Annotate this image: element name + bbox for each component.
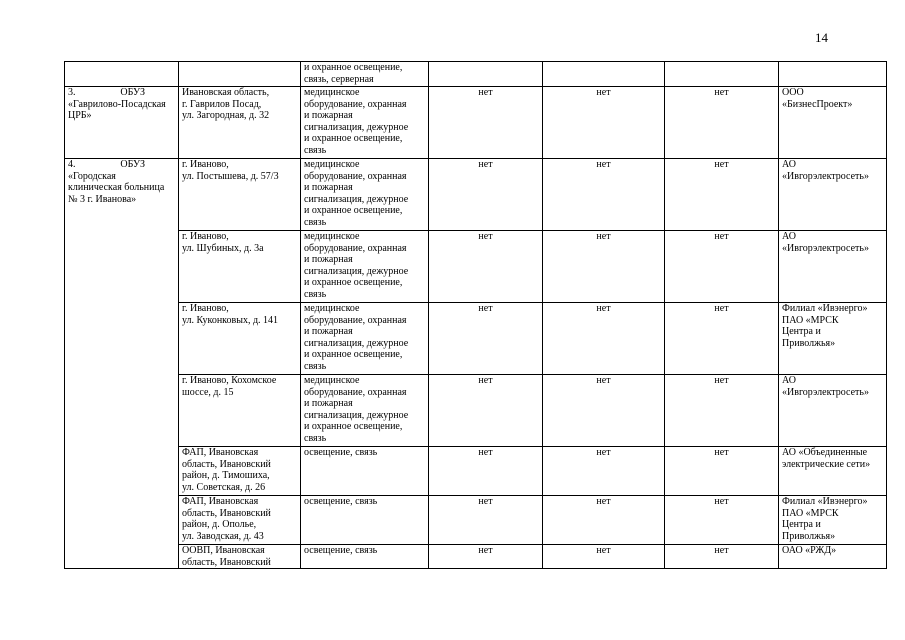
table-row: [65, 545, 887, 569]
status-cell: нет: [429, 303, 543, 375]
equipment-cell: медицинское оборудование, охранная и пожарная сигнализация, дежурное и охранное освещение, связь: [301, 303, 429, 375]
supplier-cell: АО «Ивгорэлектросеть»: [779, 159, 887, 231]
page-number: 14: [815, 30, 828, 45]
equipment-cell: освещение, связь: [301, 496, 429, 545]
organization-cell: [65, 87, 179, 159]
equipment-cell: медицинское оборудование, охранная и пожарная сигнализация, дежурное и охранное освещение, связь: [301, 231, 429, 303]
supplier-cell: АО «Ивгорэлектросеть»: [779, 375, 887, 447]
supplier-cell: Филиал «Ивэнерго» ПАО «МРСК Центра и Приволжья»: [779, 496, 887, 545]
supplier-cell: ОАО «РЖД»: [779, 545, 887, 569]
table-row: [65, 303, 887, 375]
status-cell: нет: [543, 159, 665, 231]
status-cell: нет: [665, 375, 779, 447]
address-cell: г. Иваново, ул. Постышева, д. 57/3: [179, 159, 301, 231]
status-cell: нет: [543, 447, 665, 496]
equipment-cell: освещение, связь: [301, 545, 429, 569]
status-cell: нет: [429, 545, 543, 569]
status-cell: нет: [543, 375, 665, 447]
address-cell: ООВП, Ивановская область, Ивановский: [179, 545, 301, 569]
equipment-cell: освещение, связь: [301, 447, 429, 496]
status-cell: нет: [429, 87, 543, 159]
status-cell: нет: [429, 231, 543, 303]
status-cell: нет: [665, 159, 779, 231]
status-cell: нет: [665, 87, 779, 159]
organization-type: ОБУЗ: [120, 87, 145, 98]
table-row: [65, 447, 887, 496]
table-row: [65, 496, 887, 545]
table-row: [65, 87, 887, 159]
status-cell: нет: [543, 303, 665, 375]
table-row: [65, 159, 887, 231]
table-row: [65, 62, 887, 87]
address-cell: ФАП, Ивановская область, Ивановский район, д. Тимошиха, ул. Советская, д. 26: [179, 447, 301, 496]
status-cell: [429, 62, 543, 87]
status-cell: нет: [665, 231, 779, 303]
status-cell: нет: [665, 303, 779, 375]
organization-name: «Гаврилово-Посадская ЦРБ»: [68, 98, 166, 122]
equipment-cell: и охранное освещение, связь, серверная: [301, 62, 429, 87]
address-cell: ФАП, Ивановская область, Ивановский район, д. Ополье, ул. Заводская, д. 43: [179, 496, 301, 545]
status-cell: нет: [429, 375, 543, 447]
supplier-cell: ООО «БизнесПроект»: [779, 87, 887, 159]
address-cell: г. Иваново, Кохомское шоссе, д. 15: [179, 375, 301, 447]
address-cell: [179, 62, 301, 87]
status-cell: нет: [543, 87, 665, 159]
equipment-cell: медицинское оборудование, охранная и пожарная сигнализация, дежурное и охранное освещение, связь: [301, 87, 429, 159]
status-cell: нет: [665, 545, 779, 569]
address-cell: Ивановская область, г. Гаврилов Посад, ул. Загородная, д. 32: [179, 87, 301, 159]
supplier-cell: АО «Ивгорэлектросеть»: [779, 231, 887, 303]
organization-cell: [65, 62, 179, 87]
status-cell: нет: [543, 231, 665, 303]
address-cell: г. Иваново, ул. Куконковых, д. 141: [179, 303, 301, 375]
status-cell: нет: [543, 545, 665, 569]
address-cell: г. Иваново, ул. Шубиных, д. 3а: [179, 231, 301, 303]
status-cell: нет: [665, 496, 779, 545]
equipment-cell: медицинское оборудование, охранная и пожарная сигнализация, дежурное и охранное освещение, связь: [301, 375, 429, 447]
table-row: [65, 375, 887, 447]
status-cell: [665, 62, 779, 87]
status-cell: нет: [543, 496, 665, 545]
status-cell: нет: [429, 447, 543, 496]
facilities-table: [64, 61, 887, 569]
supplier-cell: [779, 62, 887, 87]
table-row: [65, 231, 887, 303]
status-cell: нет: [429, 159, 543, 231]
organization-number: 3.: [68, 87, 76, 98]
supplier-cell: АО «Объединенные электрические сети»: [779, 447, 887, 496]
status-cell: [543, 62, 665, 87]
organization-number: 4.: [68, 159, 76, 170]
status-cell: нет: [665, 447, 779, 496]
organization-cell: [65, 159, 179, 569]
organization-type: ОБУЗ: [120, 159, 145, 170]
supplier-cell: Филиал «Ивэнерго» ПАО «МРСК Центра и Приволжья»: [779, 303, 887, 375]
status-cell: нет: [429, 496, 543, 545]
equipment-cell: медицинское оборудование, охранная и пожарная сигнализация, дежурное и охранное освещение, связь: [301, 159, 429, 231]
organization-name: «Городская клиническая больница № 3 г. Иванова»: [68, 170, 165, 205]
